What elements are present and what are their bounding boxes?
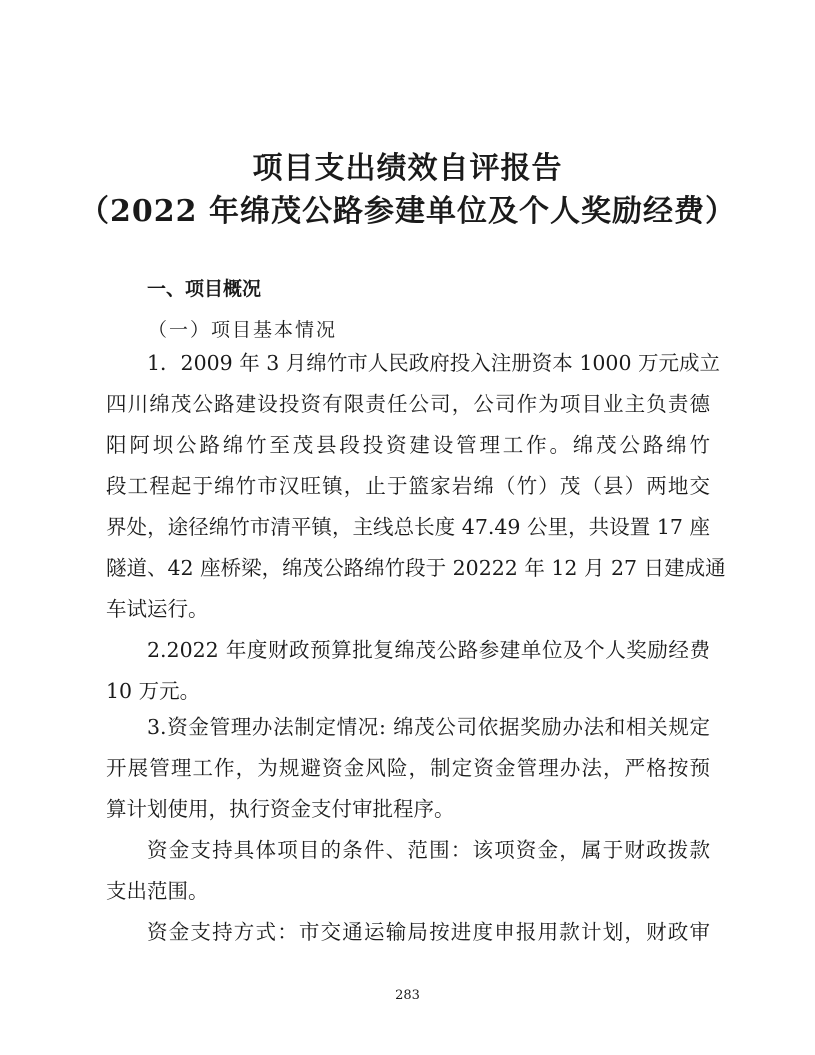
paragraph-3-line: 算计划使用，执行资金支付审批程序。 (106, 797, 455, 821)
paragraph-2-line: 2.2022 年度财政预算批复绵茂公路参建单位及个人奖励经费 (147, 638, 710, 662)
paragraph-1-line: 隧道、42 座桥梁，绵茂公路绵竹段于 20222 年 12 月 27 日建成通 (106, 556, 726, 580)
paragraph-1-line: 段工程起于绵竹市汉旺镇，止于篮家岩绵（竹）茂（县）两地交 (106, 474, 710, 498)
paragraph-3-line: 3.资金管理办法制定情况: 绵茂公司依据奖励办法和相关规定 (147, 715, 710, 739)
paragraph-1-line: 四川绵茂公路建设投资有限责任公司，公司作为项目业主负责德 (106, 392, 710, 416)
subsection-heading: （一）项目基本情况 (148, 319, 338, 341)
section-heading: 一、项目概况 (147, 278, 262, 300)
paragraph-2-line: 10 万元。 (106, 679, 201, 703)
paragraph-4-line: 资金支持具体项目的条件、范围：该项资金，属于财政拨款 (147, 838, 710, 862)
report-subtitle: （2022 年绵茂公路参建单位及个人奖励经费） (79, 194, 736, 229)
paragraph-3-line: 开展管理工作，为规避资金风险，制定资金管理办法，严格按预 (106, 756, 710, 780)
paragraph-1-line: 界处，途径绵竹市清平镇，主线总长度 47.49 公里，共设置 17 座 (106, 515, 710, 539)
paragraph-1-line: 1．2009 年 3 月绵竹市人民政府投入注册资本 1000 万元成立 (147, 351, 721, 375)
report-title: 项目支出绩效自评报告 (252, 151, 563, 186)
page-number: 283 (395, 988, 420, 1003)
paragraph-1-line: 车试运行。 (106, 597, 209, 621)
paragraph-4-line: 支出范围。 (106, 879, 209, 903)
paragraph-5-line: 资金支持方式：市交通运输局按进度申报用款计划，财政审 (147, 920, 710, 944)
paragraph-1-line: 阳阿坝公路绵竹至茂县段投资建设管理工作。绵茂公路绵竹 (106, 433, 710, 457)
